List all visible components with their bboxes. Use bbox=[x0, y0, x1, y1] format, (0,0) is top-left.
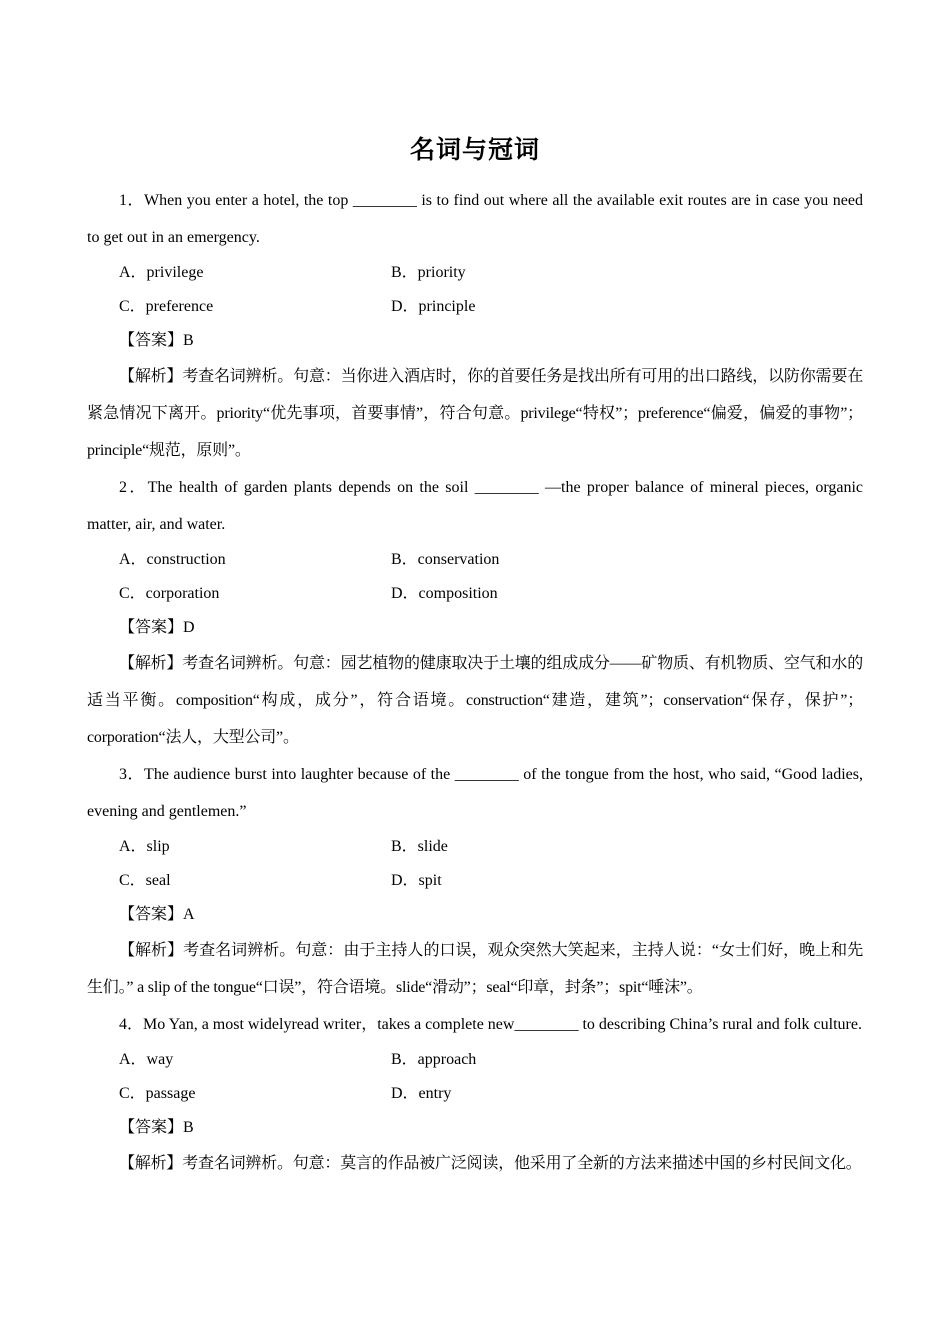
option-a: A．slip bbox=[119, 838, 170, 855]
question-3 bbox=[87, 756, 863, 1006]
question-1 bbox=[87, 182, 863, 469]
option-list bbox=[87, 830, 863, 898]
option-list bbox=[87, 543, 863, 611]
option-c: C．passage bbox=[119, 1085, 196, 1102]
answer-line: 【答案】D bbox=[119, 619, 195, 636]
question-stem: 4．Mo Yan, a most widelyread writer，takes a complete new________ to describing China’s rural and folk culture. bbox=[119, 1016, 862, 1033]
question-stem: 3．The audience burst into laughter because of the ________ of the tongue from the host, who said, “Good ladies, evening and gentlemen.” bbox=[87, 766, 863, 820]
option-a: A．way bbox=[119, 1051, 174, 1068]
option-d: D．principle bbox=[391, 298, 476, 315]
option-c: C．preference bbox=[119, 298, 214, 315]
option-list bbox=[87, 1043, 863, 1111]
option-d: D．entry bbox=[391, 1085, 452, 1102]
explanation: 【解析】考查名词辨析。句意：由于主持人的口误，观众突然大笑起来，主持人说：“女士们好，晚上和先生们。” a slip of the tongue“口误”，符合语境。slide“滑动”；seal“印章，封条”；spit“唾沫”。 bbox=[87, 942, 863, 996]
option-b: B．conservation bbox=[391, 551, 500, 568]
question-list bbox=[87, 182, 863, 1182]
explanation: 【解析】考查名词辨析。句意：园艺植物的健康取决于土壤的组成成分——矿物质、有机物质、空气和水的适当平衡。composition“构成，成分”，符合语境。construction“建造，建筑”；conservation“保存，保护”；corporation“法人，大型公司”。 bbox=[87, 655, 863, 746]
option-d: D．composition bbox=[391, 585, 498, 602]
answer-line: 【答案】A bbox=[119, 906, 195, 923]
option-list bbox=[87, 256, 863, 324]
question-4 bbox=[87, 1006, 863, 1182]
option-b: B．priority bbox=[391, 264, 466, 281]
page-title: 名词与冠词 bbox=[409, 135, 540, 164]
option-c: C．corporation bbox=[119, 585, 220, 602]
answer-line: 【答案】B bbox=[119, 1119, 194, 1136]
option-a: A．construction bbox=[119, 551, 226, 568]
explanation: 【解析】考查名词辨析。句意：莫言的作品被广泛阅读，他采用了全新的方法来描述中国的乡村民间文化。 bbox=[119, 1155, 862, 1172]
option-b: B．approach bbox=[391, 1051, 477, 1068]
option-b: B．slide bbox=[391, 838, 448, 855]
question-stem: 1．When you enter a hotel, the top ________ is to find out where all the available exit routes are in case you need to get out in an emergency. bbox=[87, 192, 863, 246]
option-d: D．spit bbox=[391, 872, 442, 889]
option-c: C．seal bbox=[119, 872, 171, 889]
explanation: 【解析】考查名词辨析。句意：当你进入酒店时，你的首要任务是找出所有可用的出口路线，以防你需要在紧急情况下离开。priority“优先事项，首要事情”，符合句意。privilege“特权”；preference“偏爱，偏爱的事物”；principle“规范，原则”。 bbox=[87, 368, 863, 459]
option-a: A．privilege bbox=[119, 264, 204, 281]
question-stem: 2．The health of garden plants depends on the soil ________ —the proper balance of mineral pieces, organic matter, air, and water. bbox=[87, 479, 863, 533]
question-2 bbox=[87, 469, 863, 756]
answer-line: 【答案】B bbox=[119, 332, 194, 349]
